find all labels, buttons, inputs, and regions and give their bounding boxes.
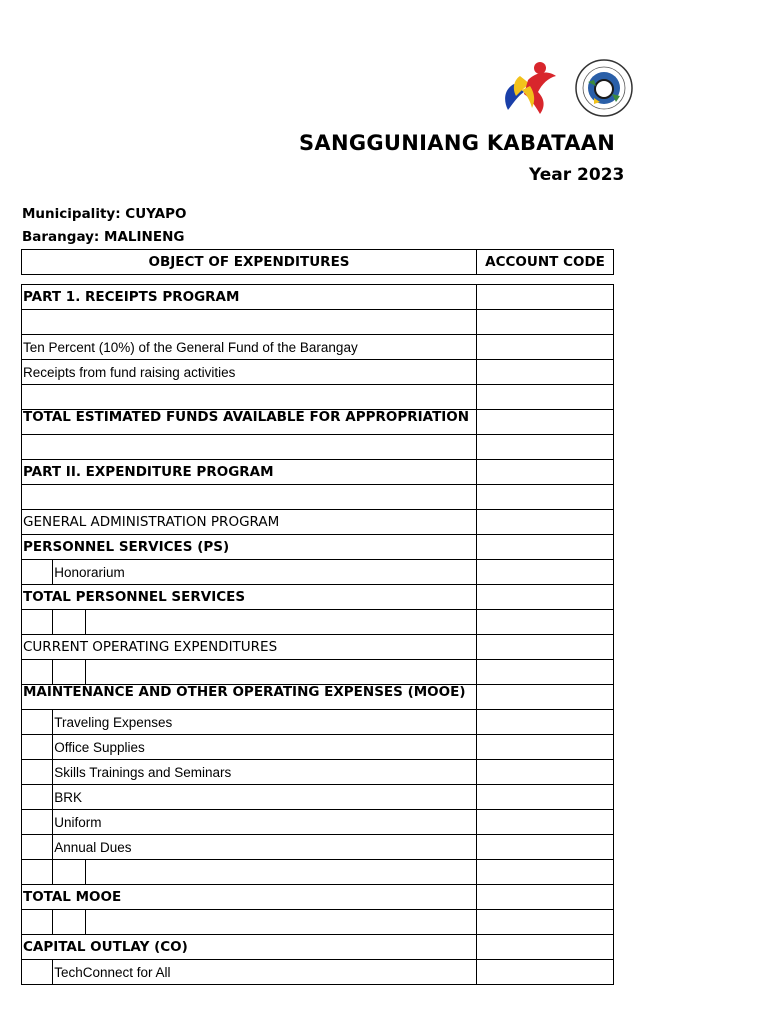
table-row	[22, 510, 614, 535]
total-ps-row: TOTAL PERSONNEL SERVICES	[22, 585, 477, 610]
table-row	[22, 735, 614, 760]
budget-year: Year 2023	[529, 165, 625, 185]
table-row	[22, 885, 614, 910]
mooe-item: Skills Trainings and Seminars	[53, 760, 477, 785]
section-part1: PART 1. RECEIPTS PROGRAM	[22, 285, 477, 310]
mooe-item: BRK	[53, 785, 477, 810]
spacer-row	[22, 275, 614, 285]
table-row	[22, 910, 614, 935]
table-row	[22, 485, 614, 510]
column-header-account-code: ACCOUNT CODE	[477, 250, 614, 275]
section-part2: PART II. EXPENDITURE PROGRAM	[22, 460, 477, 485]
total-funds-row: TOTAL ESTIMATED FUNDS AVAILABLE FOR APPROPRIATION	[22, 410, 477, 435]
table-row	[22, 635, 614, 660]
mooe-item: Office Supplies	[53, 735, 477, 760]
table-row	[22, 310, 614, 335]
table-row	[22, 535, 614, 560]
table-row	[22, 960, 614, 985]
municipality-label: Municipality: CUYAPO	[22, 206, 187, 222]
table-row	[22, 610, 614, 635]
table-row	[22, 685, 614, 710]
mooe-item: Traveling Expenses	[53, 710, 477, 735]
sk-logo	[500, 58, 562, 118]
table-row	[22, 560, 614, 585]
mooe-item: Annual Dues	[53, 835, 477, 860]
barangay-label: Barangay: MALINENG	[22, 229, 185, 245]
techconnect-row: TechConnect for All	[53, 960, 477, 985]
capital-outlay-row: CAPITAL OUTLAY (CO)	[22, 935, 477, 960]
total-mooe-row: TOTAL MOOE	[22, 885, 477, 910]
personnel-services-row: PERSONNEL SERVICES (PS)	[22, 535, 477, 560]
table-row	[22, 460, 614, 485]
honorarium-row: Honorarium	[53, 560, 477, 585]
table-row	[22, 410, 614, 435]
column-header-object: OBJECT OF EXPENDITURES	[22, 250, 477, 275]
general-admin-row: GENERAL ADMINISTRATION PROGRAM	[22, 510, 477, 535]
table-row	[22, 835, 614, 860]
current-opex-row: CURRENT OPERATING EXPENDITURES	[22, 635, 477, 660]
page-title: SANGGUNIANG KABATAAN	[299, 131, 616, 155]
table-row	[22, 935, 614, 960]
fund-raising-row: Receipts from fund raising activities	[22, 360, 477, 385]
table-row	[22, 860, 614, 885]
mooe-row: MAINTENANCE AND OTHER OPERATING EXPENSES (MOOE)	[22, 685, 477, 710]
table-row	[22, 385, 614, 410]
table-row	[22, 810, 614, 835]
ten-percent-row: Ten Percent (10%) of the General Fund of the Barangay	[22, 335, 477, 360]
table-row	[22, 285, 614, 310]
table-row	[22, 435, 614, 460]
table-row	[22, 585, 614, 610]
table-row	[22, 335, 614, 360]
header-row	[22, 250, 614, 275]
table-row	[22, 710, 614, 735]
budget-table	[21, 249, 614, 985]
table-row	[22, 785, 614, 810]
table-row	[22, 760, 614, 785]
table-row	[22, 360, 614, 385]
mooe-item: Uniform	[53, 810, 477, 835]
table-row	[22, 660, 614, 685]
barangay-seal	[574, 58, 634, 118]
